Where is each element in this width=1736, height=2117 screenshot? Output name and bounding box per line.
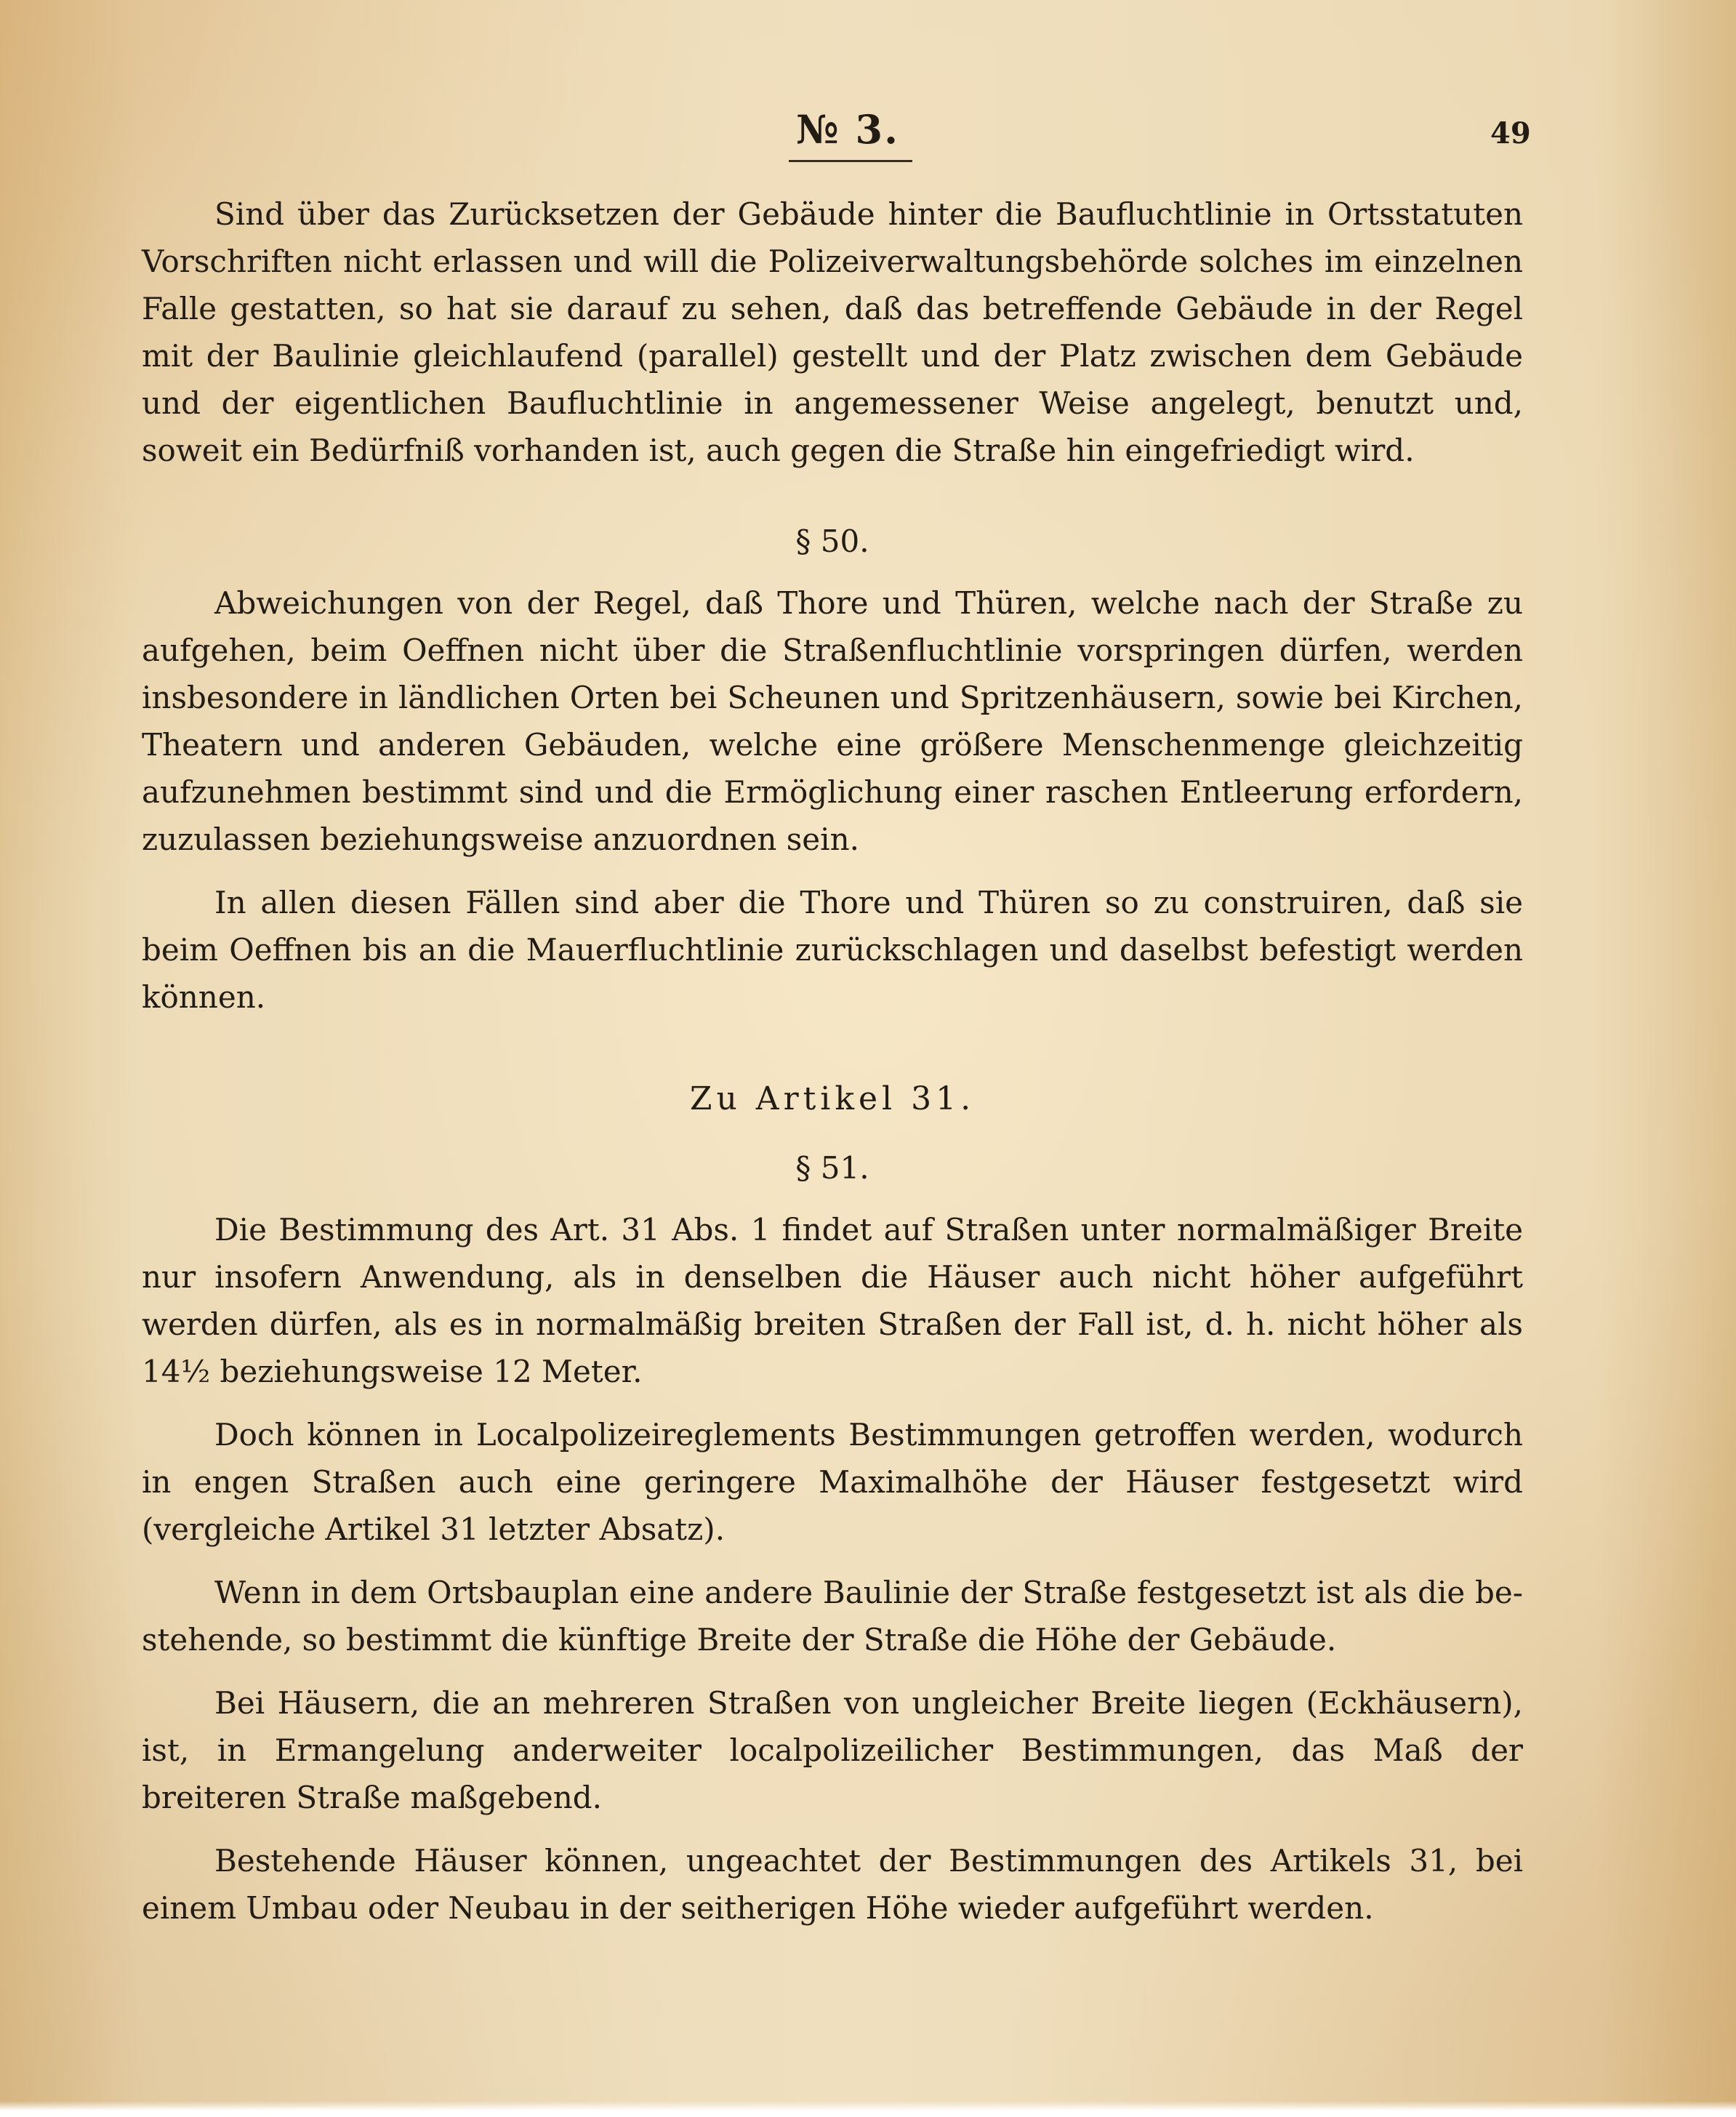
section-50-paragraph-2: In allen diesen Fällen sind aber die Thore und Thüren so zu construiren, daß sie beim Oeffnen bis an die Mauerfluchtlinie zurückschlagen und daselbst befestigt werden können. [142, 885, 1523, 1015]
section-50-paragraph-1: Abweichungen von der Regel, daß Thore und Thüren, welche nach der Straße zu aufgehen, beim Oeffnen nicht über die Straßenfluchtlinie vorspringen dürfen, werden insbesondere in ländlichen Orten bei Scheunen und Spritzenhäusern, sowie bei Kirchen, Theatern und anderen Gebäuden, welche eine größere Menschenmenge gleichzeitig aufzunehmen bestimmt sind und die Ermöglichung einer raschen Entleerung erfordern, zuzulassen beziehungsweise anzuordnen sein. [142, 585, 1523, 857]
section-51-paragraph-5: Bestehende Häuser können, ungeachtet der Bestimmungen des Artikels 31, bei einem Umbau oder Neubau in der seitherigen Höhe wieder aufgeführt werden. [142, 1843, 1523, 1926]
section-51-paragraph-3: Wenn in dem Ortsbauplan eine andere Baulinie der Straße festgesetzt ist als die bestehende, so bestimmt die künftige Breite der Straße die Höhe der Gebäude. [142, 1575, 1523, 1658]
page-bottom-edge [0, 2101, 1736, 2117]
continued-paragraph: Sind über das Zurücksetzen der Gebäude hinter die Baufluchtlinie in Ortsstatuten Vorschriften nicht erlassen und will die Polizeiverwaltungsbehörde solches im einzelnen Falle gestatten, so hat sie darauf zu sehen, daß das betreffende Gebäude in der Regel mit der Baulinie gleichlaufend (parallel) gestellt und der Platz zwischen dem Gebäude und der eigentlichen Baufluchtlinie in angemessener Weise angelegt, benutzt und, soweit ein Bedürfniß vorhanden ist, auch gegen die Straße hin eingefriedigt wird. [142, 196, 1523, 468]
section-51-paragraph-2: Doch können in Localpolizeireglements Bestimmungen getroffen werden, wodurch in engen Straßen auch eine geringere Maximalhöhe der Häuser festgesetzt wird (vergleiche Artikel 31 letzter Absatz). [142, 1417, 1523, 1547]
page-header [0, 102, 1736, 160]
section-50-heading: § 50. [795, 523, 869, 559]
article-heading: Zu Artikel 31. [689, 1080, 976, 1117]
body-text [142, 190, 1523, 1932]
section-51-paragraph-4: Bei Häusern, die an mehreren Straßen von ungleicher Breite liegen (Eckhäusern), ist, in Ermangelung anderweiter localpolizeilicher Bestimmungen, das Maß der breiteren Straße maßgebend. [142, 1685, 1523, 1815]
issue-number: № 3. [796, 106, 899, 153]
header-rule [789, 160, 912, 162]
section-51-heading: § 51. [795, 1150, 869, 1186]
section-51-paragraph-1: Die Bestimmung des Art. 31 Abs. 1 findet auf Straßen unter normalmäßiger Breite nur insofern Anwendung, als in denselben die Häuser auch nicht höher aufgeführt werden dürfen, als es in normalmäßig breiten Straßen der Fall ist, d. h. nicht höher als 14½ beziehungsweise 12 Meter. [142, 1212, 1523, 1389]
page-number: 49 [1490, 116, 1531, 150]
